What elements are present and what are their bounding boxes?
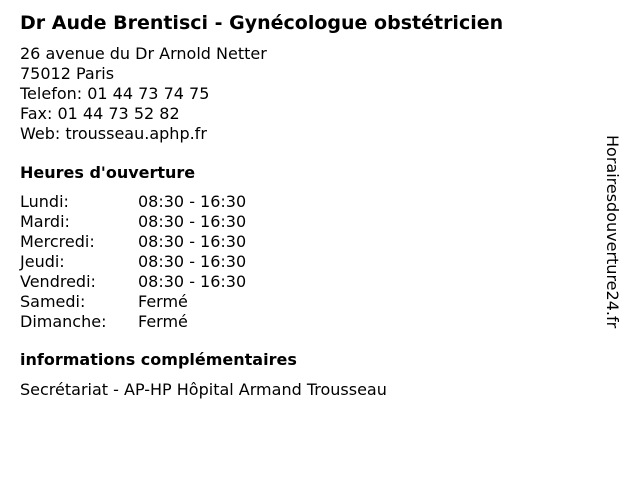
hours-time: 08:30 - 16:30	[138, 192, 247, 211]
phone-text: Telefon: 01 44 73 74 75	[20, 84, 210, 103]
hours-time: 08:30 - 16:30	[138, 272, 247, 291]
hours-time: 08:30 - 16:30	[138, 252, 247, 271]
hours-row-tuesday	[20, 212, 600, 232]
hours-day: Jeudi:	[20, 252, 65, 271]
additional-info-heading: informations complémentaires	[20, 350, 297, 369]
hours-time: Fermé	[138, 292, 188, 311]
website-text[interactable]: Web: trousseau.aphp.fr	[20, 124, 207, 143]
page-title: Dr Aude Brentisci - Gynécologue obstétricien	[20, 12, 504, 34]
hours-day: Dimanche:	[20, 312, 107, 331]
hours-row-saturday	[20, 292, 600, 312]
address-street: 26 avenue du Dr Arnold Netter	[20, 44, 267, 63]
hours-day: Lundi:	[20, 192, 69, 211]
hours-row-wednesday	[20, 232, 600, 252]
hours-time: 08:30 - 16:30	[138, 212, 247, 231]
address-block	[20, 44, 600, 144]
hours-row-monday	[20, 192, 600, 212]
business-card	[20, 10, 600, 400]
opening-hours-table	[20, 192, 600, 332]
hours-row-thursday	[20, 252, 600, 272]
address-city: 75012 Paris	[20, 64, 115, 83]
hours-row-friday	[20, 272, 600, 292]
hours-time: Fermé	[138, 312, 188, 331]
hours-day: Samedi:	[20, 292, 86, 311]
hours-day: Mercredi:	[20, 232, 95, 251]
hours-time: 08:30 - 16:30	[138, 232, 247, 251]
fax-text: Fax: 01 44 73 52 82	[20, 104, 180, 123]
hours-day: Vendredi:	[20, 272, 96, 291]
side-brand-link[interactable]: Horairesdouverture24.fr	[603, 135, 622, 329]
opening-hours-heading: Heures d'ouverture	[20, 163, 196, 182]
additional-info-text: Secrétariat - AP-HP Hôpital Armand Trousseau	[20, 380, 387, 399]
hours-row-sunday	[20, 312, 600, 332]
hours-day: Mardi:	[20, 212, 70, 231]
